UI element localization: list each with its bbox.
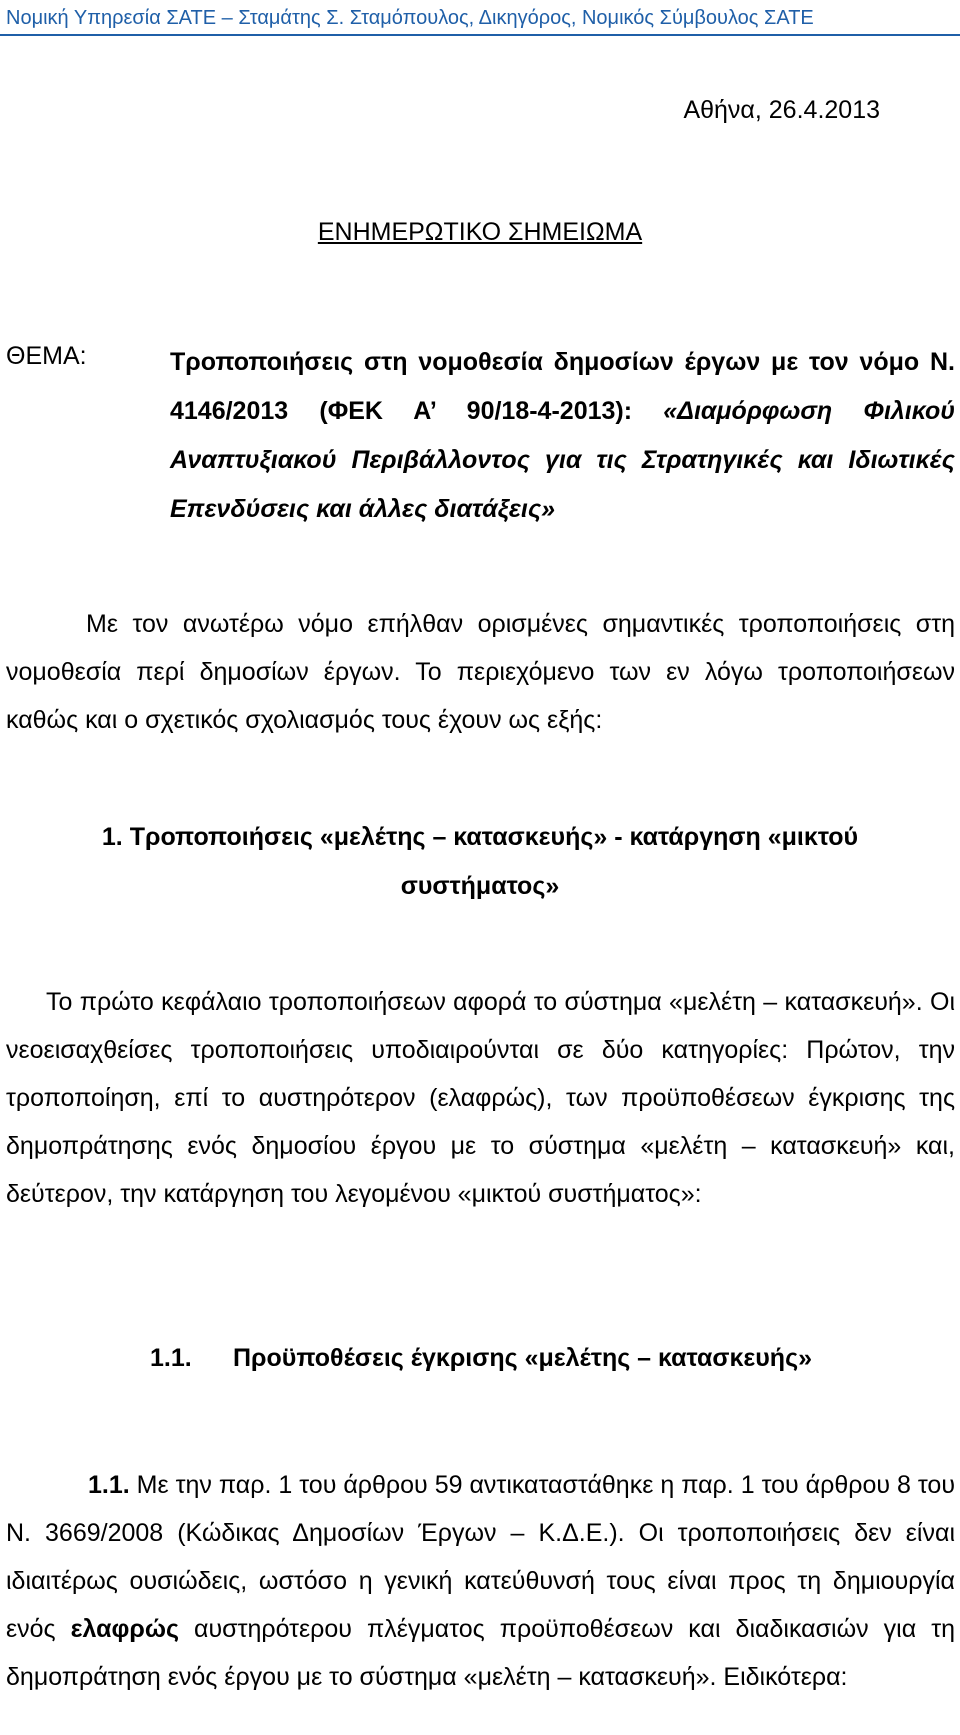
intro-paragraph: Με τον ανωτέρω νόμο επήλθαν ορισμένες σημαντικές τροποποιήσεις στη νομοθεσία περί δημοσίων έργων. Το περιεχόμενο των εν λόγω τροποποιήσεων καθώς και ο σχετικός σχολιασμός τους έχουν ως εξής: bbox=[6, 610, 955, 734]
section-1-title-line1: Τροποποιήσεις «μελέτης – κατασκευής» - κατάργηση «μικτού bbox=[129, 823, 859, 851]
subject-law-title: «Διαμόρφωση Φιλικού Αναπτυξιακού Περιβάλλοντος για τις Στρατηγικές και Ιδιωτικές Επενδύσεις και άλλες διατάξεις» bbox=[170, 397, 956, 523]
subsection-1-1-text-a: Με την παρ. 1 του άρθρου 59 αντικαταστάθηκε η παρ. 1 του άρθρου 8 του Ν. 3669/2008 (Κώδικας Δημοσίων Έργων – Κ.Δ.Ε.). Οι τροποποιήσεις δεν είναι ιδιαιτέρως ουσιώδεις, ωστόσο η γενική κατεύθυνσή τους είναι προς τη δημιουργία ενός bbox=[6, 1471, 955, 1643]
subsection-1-1-number: 1.1. bbox=[150, 1344, 192, 1372]
subject-label: ΘΕΜΑ: bbox=[6, 342, 87, 370]
section-1-heading-line1 bbox=[0, 813, 960, 862]
subject-plain: Τροποποιήσεις στη νομοθεσία δημοσίων έργων με τον νόμο Ν. 4146/2013 (ΦΕΚ Α’ 90/18-4-2013): bbox=[170, 348, 955, 425]
subsection-1-1-paragraph bbox=[6, 1461, 955, 1701]
document-date: Αθήνα, 26.4.2013 bbox=[683, 96, 880, 124]
header-text: Νομική Υπηρεσία ΣΑΤΕ – Σταμάτης Σ. Σταμόπουλος, Δικηγόρος, Νομικός Σύμβουλος ΣΑΤΕ bbox=[6, 7, 814, 29]
subsection-1-1-emphasis: ελαφρώς bbox=[70, 1615, 179, 1643]
section-1-title-line2: συστήματος» bbox=[400, 872, 560, 900]
document-title bbox=[0, 218, 960, 247]
section-1-heading bbox=[0, 813, 960, 911]
subsection-1-1-title: Προϋποθέσεις έγκρισης «μελέτης – κατασκευής» bbox=[233, 1344, 812, 1372]
subsection-1-1-para-number: 1.1. bbox=[88, 1471, 130, 1499]
page-header bbox=[0, 0, 960, 36]
subject-text bbox=[170, 338, 955, 534]
section-1-number: 1. bbox=[101, 823, 123, 851]
subsection-1-1-text-b: αυστηρότερου πλέγματος προϋποθέσεων και διαδικασιών για τη δημοπράτηση ενός έργου με το σύστημα «μελέτη – κατασκευή». Ειδικότερα: bbox=[6, 1615, 955, 1691]
section-1-paragraph: Το πρώτο κεφάλαιο τροποποιήσεων αφορά το σύστημα «μελέτη – κατασκευή». Οι νεοεισαχθείσες τροποποιήσεις υποδιαιρούνται σε δύο κατηγορίες: Πρώτον, την τροποποίηση, επί το αυστηρότερον (ελαφρώς), των προϋποθέσεων έγκρισης της δημοπράτησης ενός δημοσίου έργου με το σύστημα «μελέτη – κατασκευή» και, δεύτερον, την κατάργηση του λεγομένου «μικτού συστήματος»: bbox=[6, 988, 955, 1208]
document-title-text: ΕΝΗΜΕΡΩΤΙΚΟ ΣΗΜΕΙΩΜΑ bbox=[317, 218, 643, 246]
